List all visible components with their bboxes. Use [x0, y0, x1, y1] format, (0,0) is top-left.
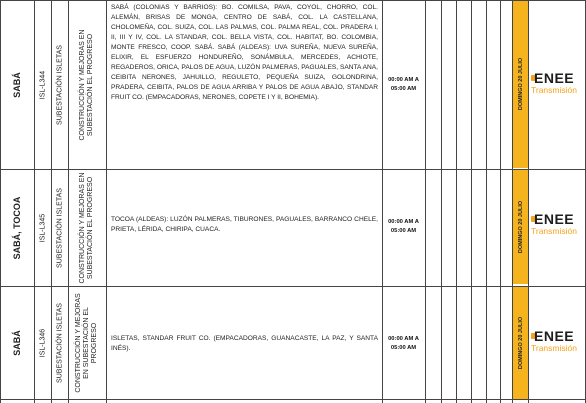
substation-cell [51, 169, 68, 286]
substation-label: SUBESTACIÓN ISLETAS [56, 187, 63, 268]
grid-line [425, 0, 426, 403]
substation-label: SUBESTACIÓN ISLETAS [56, 302, 63, 383]
municipality-label: SABÁ, TOCOA [12, 196, 22, 259]
grid-line [486, 0, 487, 403]
date-cell [513, 170, 528, 284]
circuit-code: ISL-L345 [39, 213, 46, 242]
affected-sectors: ISLETAS, STANDAR FRUIT CO. (EMPACADORAS, GUANACASTE, LA PAZ, Y SANTA INÉS). [111, 335, 378, 353]
outage-time [382, 218, 425, 235]
project-label: CONSTRUCCIÓN Y MEJORAS EN SUBESTACIÓN EL PROGRESO [74, 292, 99, 393]
municipality-cell [0, 0, 34, 169]
outage-time [382, 76, 425, 93]
municipality-label: SABÁ [12, 71, 22, 98]
enee-logo [529, 70, 585, 100]
outage-time-end: 05:00 AM [390, 85, 417, 92]
project-label: CONSTRUCCIÓN Y MEJORAS EN SUBESTACIÓN EL PROGRESO [78, 172, 94, 283]
outage-time [382, 335, 425, 352]
grid-line [456, 0, 457, 403]
affected-sectors: SABÁ (COLONIAS Y BARRIOS): BO. COMILSA, PAVA, COYOL, CHORRO, COL. ALEMÁN, BRISAS DE MONGA, CENTRO DE SABÁ, COL. LA CASTELLANA, CHOLOMEÑA, COL. SUIZA, COL. LAS PALMAS, COL. PALMA REAL, COL. PRADERA I, II, III Y IV, COL. LA STANDAR, COL. BELLA VISTA, COL. HABITAT, BO. COLOMBIA, MONTE FRESCO, COOP. SABÁ. SABÁ (ALDEAS): UVA SUREÑA, NUEVA SUREÑA, ELIXIR, EL ESFUERZO HONDUREÑO, SONÁMBULA, MERCEDES, ACHIOTE, REGADEROS, ORICA, PALOS DE AGUA, LUZÓN PALMERAS, PAGUALES, SANTA ANA, CEIBITA NERONES, JAHUILLO, REGULETO, PEQUEÑA SUIZA, GOLONDRINA, PRADERA, CEIBITA, PALOS DE AGUA ARRIBA Y PALOS DE AGUA ABAJO, STANDAR FRUIT CO. (EMPACADORAS, NERONES, COPETE I Y II, BOHEMIA). [111, 4, 378, 102]
date-cell [513, 0, 528, 168]
logo-wordmark: ENEE [534, 70, 575, 86]
circuit-code: ISL-L346 [39, 328, 46, 357]
grid-line [0, 399, 586, 400]
grid-line [471, 0, 472, 403]
substation-cell [51, 286, 68, 399]
outage-time-end: 05:00 AM [390, 227, 417, 234]
outage-time-start: 00:00 AM A [388, 77, 419, 83]
enee-logo [529, 211, 585, 241]
substation-label: SUBESTACIÓN ISLETAS [56, 44, 63, 125]
outage-time-start: 00:00 AM A [388, 336, 419, 342]
date-cell [513, 287, 528, 399]
outage-time-end: 05:00 AM [390, 344, 417, 351]
circuit-cell [34, 286, 51, 399]
outage-time-start: 00:00 AM A [388, 219, 419, 225]
enee-logo [529, 328, 585, 358]
project-cell [68, 0, 106, 169]
municipality-cell [0, 169, 34, 286]
project-cell [68, 169, 106, 286]
logo-subtitle: Transmisión [531, 85, 577, 95]
outage-date: DOMINGO 20 JULIO [517, 57, 524, 111]
circuit-cell [34, 169, 51, 286]
municipality-label: SABÁ [12, 329, 22, 356]
logo-subtitle: Transmisión [531, 343, 577, 353]
circuit-cell [34, 0, 51, 169]
grid-line [441, 0, 442, 403]
logo-wordmark: ENEE [534, 211, 575, 227]
outage-date: DOMINGO 20 JULIO [517, 200, 524, 254]
logo-subtitle: Transmisión [531, 226, 577, 236]
circuit-code: ISL-L344 [39, 70, 46, 99]
affected-sectors: TOCOA (ALDEAS): LUZÓN PALMERAS, TIBURONES, PAGUALES, BARRANCO CHELE, PRIETA, LÉRIDA, CHIRIPA, CUACA. [111, 216, 378, 234]
outage-date: DOMINGO 20 JULIO [517, 316, 524, 370]
project-cell [68, 286, 106, 399]
logo-wordmark: ENEE [534, 328, 575, 344]
substation-cell [51, 0, 68, 169]
project-label: CONSTRUCCIÓN Y MEJORAS EN SUBESTACIÓN EL PROGRESO [78, 29, 94, 140]
municipality-cell [0, 286, 34, 399]
grid-line [500, 0, 501, 403]
